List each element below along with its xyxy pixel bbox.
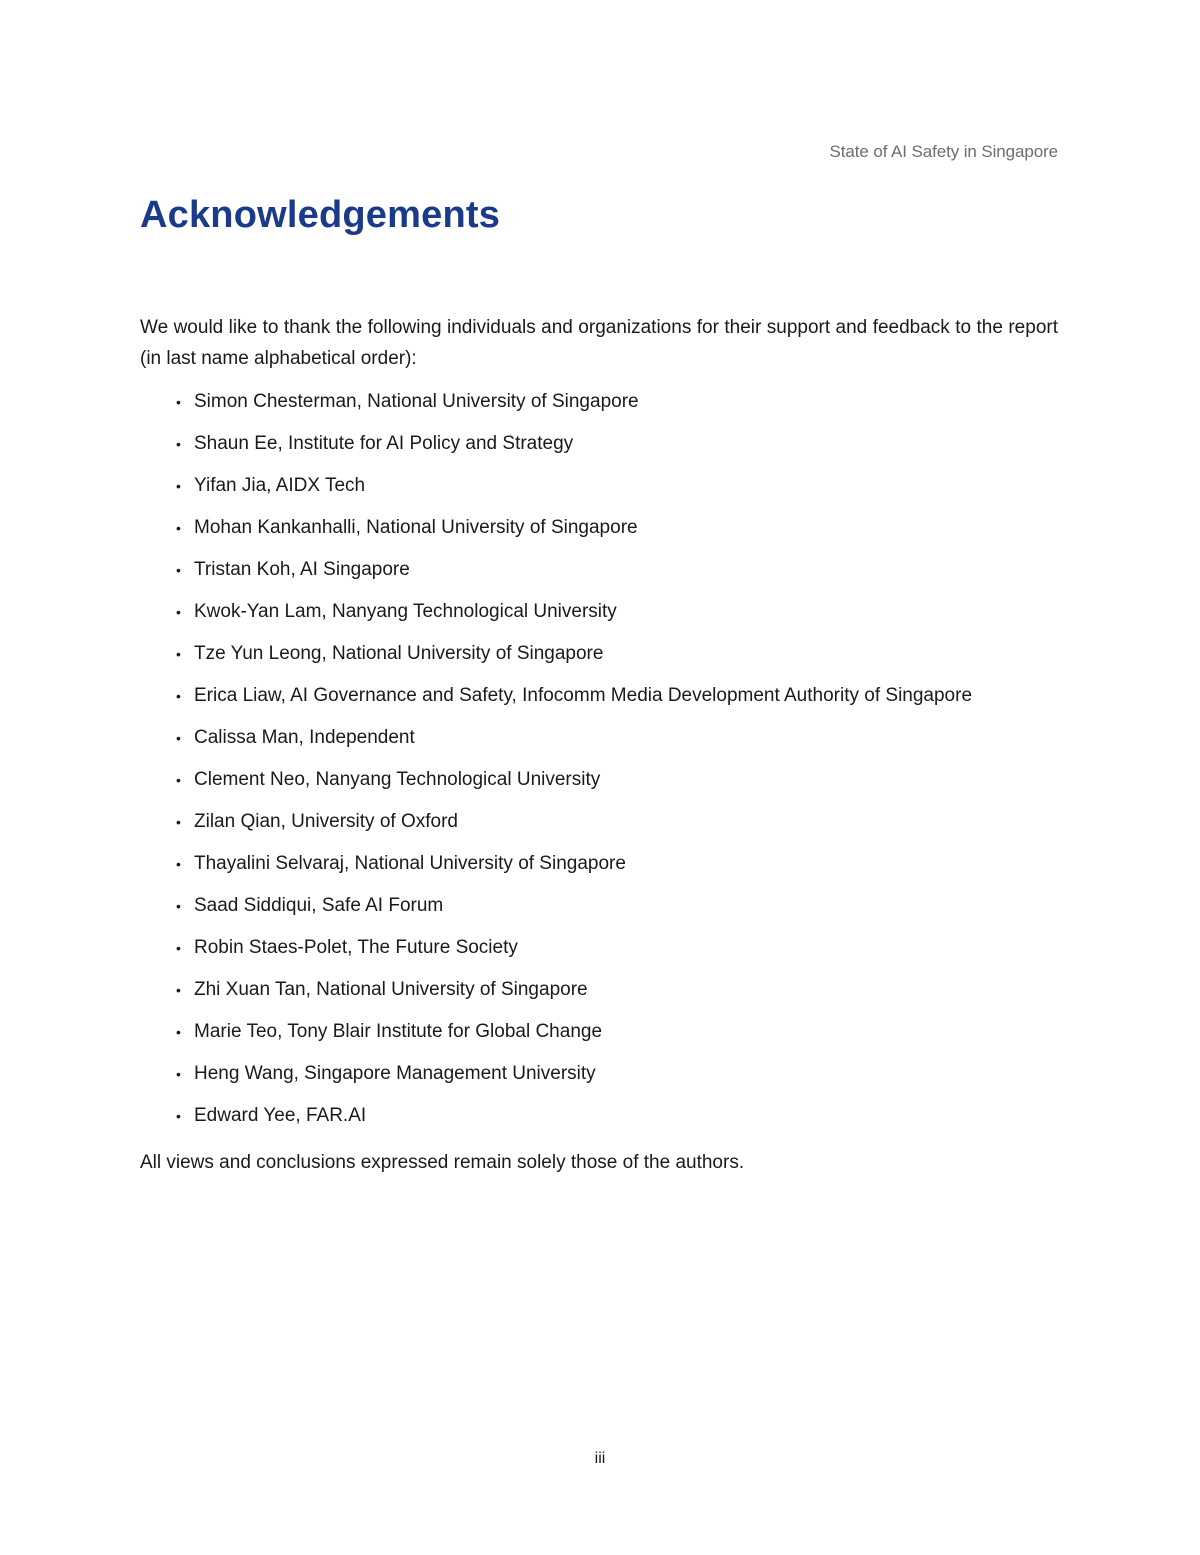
list-item	[140, 806, 1058, 848]
list-item-text: Shaun Ee, Institute for AI Policy and Strategy	[194, 433, 574, 454]
list-item-text: Edward Yee, FAR.AI	[194, 1105, 367, 1126]
list-item-text: Simon Chesterman, National University of Singapore	[194, 391, 639, 412]
running-header: State of AI Safety in Singapore	[829, 142, 1058, 161]
bullet-icon: •	[176, 1108, 181, 1124]
list-item	[140, 1100, 1058, 1142]
bullet-icon: •	[176, 940, 181, 956]
page-number: iii	[594, 1450, 606, 1467]
bullet-icon: •	[176, 730, 181, 746]
list-item	[140, 470, 1058, 512]
bullet-icon: •	[176, 478, 181, 494]
list-item	[140, 848, 1058, 890]
bullet-icon: •	[176, 982, 181, 998]
bullet-icon: •	[176, 772, 181, 788]
list-item	[140, 974, 1058, 1016]
list-item-text: Marie Teo, Tony Blair Institute for Global Change	[194, 1021, 603, 1042]
bullet-icon: •	[176, 436, 181, 452]
list-item	[140, 1058, 1058, 1100]
bullet-icon: •	[176, 898, 181, 914]
bullet-icon: •	[176, 814, 181, 830]
list-item	[140, 932, 1058, 974]
list-item	[140, 554, 1058, 596]
closing-paragraph: All views and conclusions expressed remain solely those of the authors.	[140, 1152, 745, 1173]
bullet-icon: •	[176, 604, 181, 620]
list-item-text: Thayalini Selvaraj, National University of Singapore	[194, 853, 626, 874]
intro-paragraph: We would like to thank the following individuals and organizations for their support and feedback to the report (in last name alphabetical order):	[140, 317, 1058, 369]
list-item	[140, 680, 1058, 722]
page-title: Acknowledgements	[140, 194, 501, 236]
list-item	[140, 1016, 1058, 1058]
list-item-text: Robin Staes-Polet, The Future Society	[194, 937, 518, 958]
list-item	[140, 890, 1058, 932]
bullet-icon: •	[176, 646, 181, 662]
list-item-text: Zilan Qian, University of Oxford	[194, 811, 458, 832]
list-item	[140, 512, 1058, 554]
list-item-text: Clement Neo, Nanyang Technological University	[194, 769, 601, 790]
list-item	[140, 386, 1058, 428]
list-item-text: Calissa Man, Independent	[194, 727, 415, 748]
list-item-text: Tze Yun Leong, National University of Singapore	[194, 643, 604, 664]
list-item	[140, 428, 1058, 470]
bullet-icon: •	[176, 688, 181, 704]
list-item	[140, 722, 1058, 764]
bullet-icon: •	[176, 562, 181, 578]
list-item-text: Kwok-Yan Lam, Nanyang Technological University	[194, 601, 617, 622]
list-item-text: Saad Siddiqui, Safe AI Forum	[194, 895, 444, 916]
bullet-icon: •	[176, 394, 181, 410]
list-item-text: Yifan Jia, AIDX Tech	[194, 475, 366, 496]
acknowledgements-list	[140, 386, 1058, 1142]
list-item-text: Tristan Koh, AI Singapore	[194, 559, 410, 580]
bullet-icon: •	[176, 1066, 181, 1082]
list-item-text: Erica Liaw, AI Governance and Safety, Infocomm Media Development Authority of Singapore	[194, 685, 973, 706]
list-item-text: Mohan Kankanhalli, National University of Singapore	[194, 517, 638, 538]
bullet-icon: •	[176, 856, 181, 872]
list-item	[140, 764, 1058, 806]
bullet-icon: •	[176, 520, 181, 536]
list-item	[140, 638, 1058, 680]
bullet-icon: •	[176, 1024, 181, 1040]
list-item	[140, 596, 1058, 638]
list-item-text: Heng Wang, Singapore Management University	[194, 1063, 596, 1084]
list-item-text: Zhi Xuan Tan, National University of Singapore	[194, 979, 588, 1000]
